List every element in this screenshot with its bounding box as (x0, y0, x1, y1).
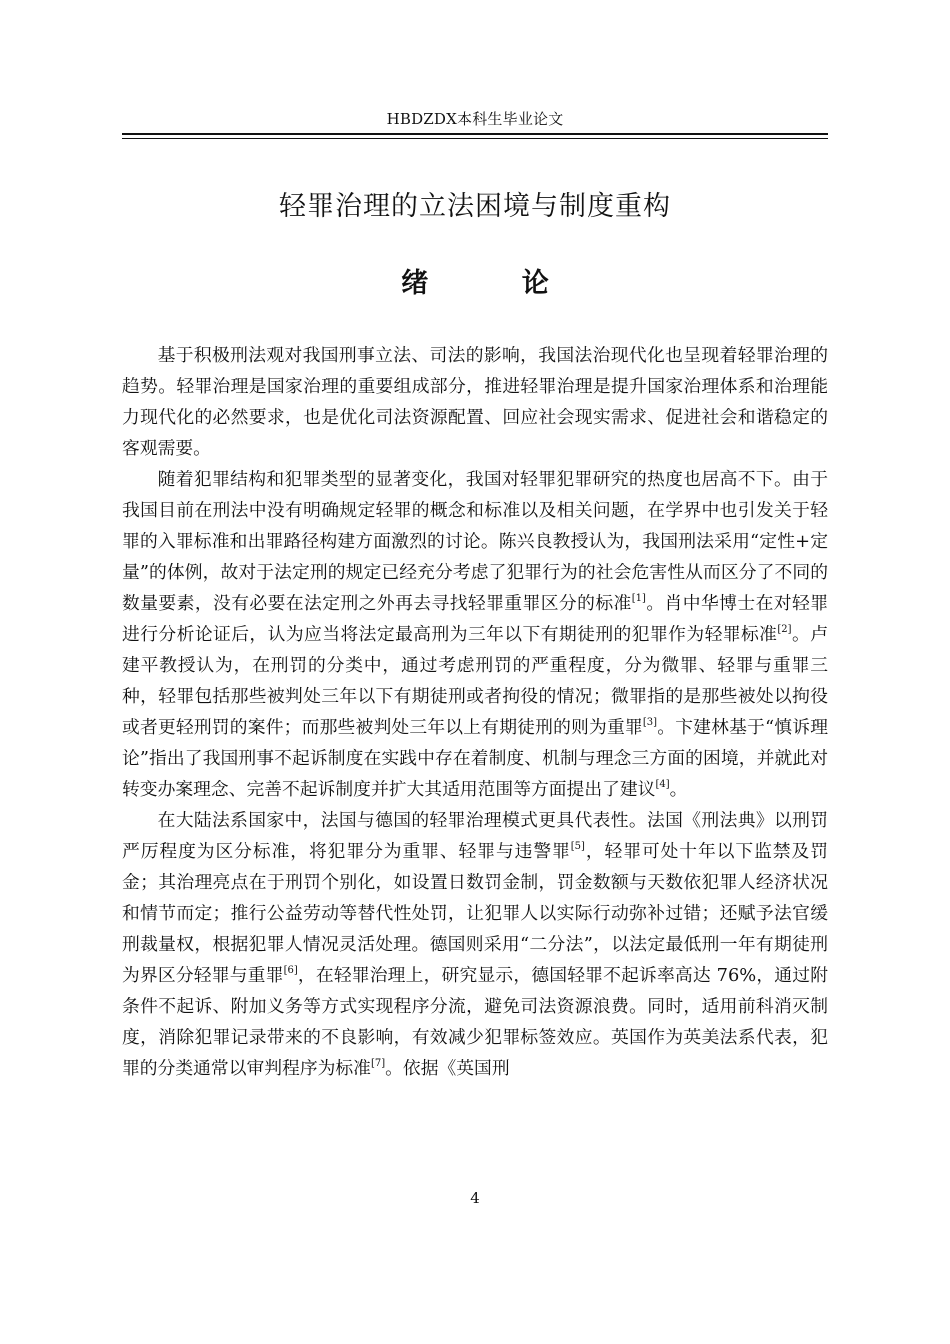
citation-marker: [4] (655, 779, 670, 791)
running-header: HBDZDX本科生毕业论文 (386, 110, 564, 128)
citation-marker: [5] (570, 841, 585, 853)
header-rule-thick (122, 133, 828, 135)
paragraph-text: 。卞建林基于“慎诉理论”指出了我国刑事不起诉制度在实践中存在着制度、机制与理念三方面的困境，并就此对转变办案理念、完善不起诉制度并扩大其适用范围等方面提出了建议 (122, 717, 828, 800)
paragraph-text: ，轻罪可处十年以下监禁及罚金；其治理亮点在于刑罚个别化，如设置日数罚金制，罚金数额与天数依犯罪人经济状况和情节而定；推行公益劳动等替代性处罚，让犯罪人以实际行动弥补过错；还赋予法官缓刑裁量权，根据犯罪人情况灵活处理。德国则采用“二分法”，以法定最低刑一年有期徒刑为界区分轻罪与重罪 (122, 841, 828, 986)
citation-marker: [1] (631, 593, 646, 605)
paragraph-text: 在大陆法系国家中，法国与德国的轻罪治理模式更具代表性。法国《刑法典》以刑罚严厉程度为区分标准，将犯罪分为重罪、轻罪与违警罪 (122, 810, 828, 862)
paragraph-text: 基于积极刑法观对我国刑事立法、司法的影响，我国法治现代化也呈现着轻罪治理的趋势。轻罪治理是国家治理的重要组成部分，推进轻罪治理是提升国家治理体系和治理能力现代化的必然要求，也是优化司法资源配置、回应社会现实需求、促进社会和谐稳定的客观需要。 (122, 345, 828, 459)
paragraph (122, 805, 828, 1084)
paragraph (122, 464, 828, 805)
paragraph-text: 。依据《英国刑 (385, 1058, 510, 1079)
header-rule-thin (122, 138, 828, 139)
page-number: 4 (470, 1189, 480, 1207)
paragraph-text: 随着犯罪结构和犯罪类型的显著变化，我国对轻罪犯罪研究的热度也居高不下。由于我国目前在刑法中没有明确规定轻罪的概念和标准以及相关问题，在学界中也引发关于轻罪的入罪标准和出罪路径构建方面激烈的讨论。陈兴良教授认为，我国刑法采用“定性+定量”的体例，故对于法定刑的规定已经充分考虑了犯罪行为的社会危害性从而区分了不同的数量要素，没有必要在法定刑之外再去寻找轻罪重罪区分的标准 (122, 469, 828, 614)
paragraph (122, 340, 828, 464)
citation-marker: [3] (642, 717, 658, 729)
paragraph-text: 。肖中华博士在对轻罪进行分析论证后，认为应当将法定最高刑为三年以下有期徒刑的犯罪作为轻罪标准 (122, 593, 828, 645)
paper-title: 轻罪治理的立法困境与制度重构 (279, 191, 671, 222)
citation-marker: [2] (777, 624, 792, 636)
citation-marker: [6] (283, 965, 298, 977)
paragraph-text: ，在轻罪治理上，研究显示，德国轻罪不起诉率高达 76%，通过附条件不起诉、附加义务等方式实现程序分流，避免司法资源浪费。同时，适用前科消灭制度，消除犯罪记录带来的不良影响，有效减少犯罪标签效应。英国作为英美法系代表，犯罪的分类通常以审判程序为标准 (122, 965, 828, 1079)
paragraph-text: 。卢建平教授认为，在刑罚的分类中，通过考虑刑罚的严重程度，分为微罪、轻罪与重罪三种，轻罪包括那些被判处三年以下有期徒刑或者拘役的情况；微罪指的是那些被处以拘役或者更轻刑罚的案件；而那些被判处三年以上有期徒刑的则为重罪 (122, 624, 828, 738)
citation-marker: [7] (370, 1058, 386, 1070)
paragraph-text: 。 (669, 779, 688, 800)
body-text (122, 340, 828, 1084)
section-heading: 绪 论 (401, 268, 579, 299)
